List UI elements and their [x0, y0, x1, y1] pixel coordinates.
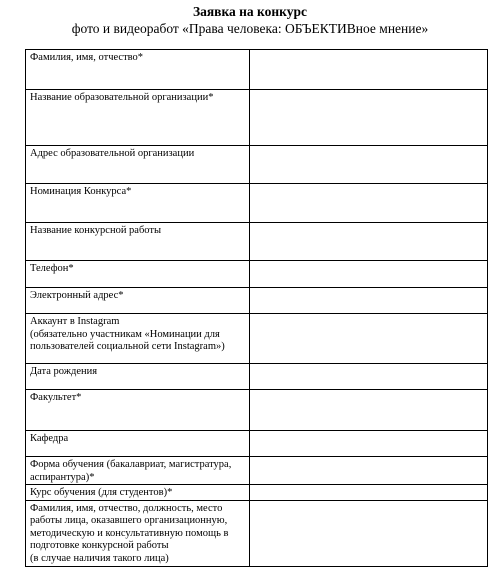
organization-name-label: Название образовательной организации* [26, 90, 250, 146]
organization-name-field[interactable] [250, 90, 488, 146]
phone-field[interactable] [250, 261, 488, 288]
work-title-label: Название конкурсной работы [26, 223, 250, 261]
birth-date-label: Дата рождения [26, 364, 250, 390]
form-row-phone [26, 261, 488, 288]
organization-address-field[interactable] [250, 146, 488, 184]
email-label: Электронный адрес* [26, 288, 250, 314]
advisor-field[interactable] [250, 500, 488, 566]
birth-date-field[interactable] [250, 364, 488, 390]
form-row-department [26, 431, 488, 457]
study-form-label: Форма обучения (бакалавриат, магистратура, аспирантура)* [26, 457, 250, 485]
study-form-field[interactable] [250, 457, 488, 485]
full-name-label: Фамилия, имя, отчество* [26, 50, 250, 90]
application-form-table [25, 49, 488, 567]
course-field[interactable] [250, 485, 488, 501]
form-row-full-name [26, 50, 488, 90]
form-row-email [26, 288, 488, 314]
faculty-field[interactable] [250, 390, 488, 431]
instagram-label: Аккаунт в Instagram (обязательно участникам «Номинации для пользователей социальной сети Instagram») [26, 314, 250, 364]
phone-label: Телефон* [26, 261, 250, 288]
page-title: Заявка на конкурс [192, 4, 308, 19]
email-field[interactable] [250, 288, 488, 314]
form-row-course [26, 485, 488, 501]
organization-address-label: Адрес образовательной организации [26, 146, 250, 184]
page-subtitle: фото и видеоработ «Права человека: ОБЪЕКТИВное мнение» [71, 21, 429, 36]
nomination-label: Номинация Конкурса* [26, 184, 250, 223]
work-title-field[interactable] [250, 223, 488, 261]
form-row-organization-address [26, 146, 488, 184]
department-field[interactable] [250, 431, 488, 457]
form-row-organization-name [26, 90, 488, 146]
instagram-field[interactable] [250, 314, 488, 364]
nomination-field[interactable] [250, 184, 488, 223]
form-row-birth-date [26, 364, 488, 390]
form-row-work-title [26, 223, 488, 261]
faculty-label: Факультет* [26, 390, 250, 431]
form-row-advisor [26, 500, 488, 566]
form-row-faculty [26, 390, 488, 431]
advisor-label: Фамилия, имя, отчество, должность, место работы лица, оказавшего организационную, методическую и консультативную помощь в подготовке конкурсной работы (в случае наличия такого лица) [26, 500, 250, 566]
form-row-study-form [26, 457, 488, 485]
full-name-field[interactable] [250, 50, 488, 90]
department-label: Кафедра [26, 431, 250, 457]
form-row-nomination [26, 184, 488, 223]
form-row-instagram [26, 314, 488, 364]
course-label: Курс обучения (для студентов)* [26, 485, 250, 501]
